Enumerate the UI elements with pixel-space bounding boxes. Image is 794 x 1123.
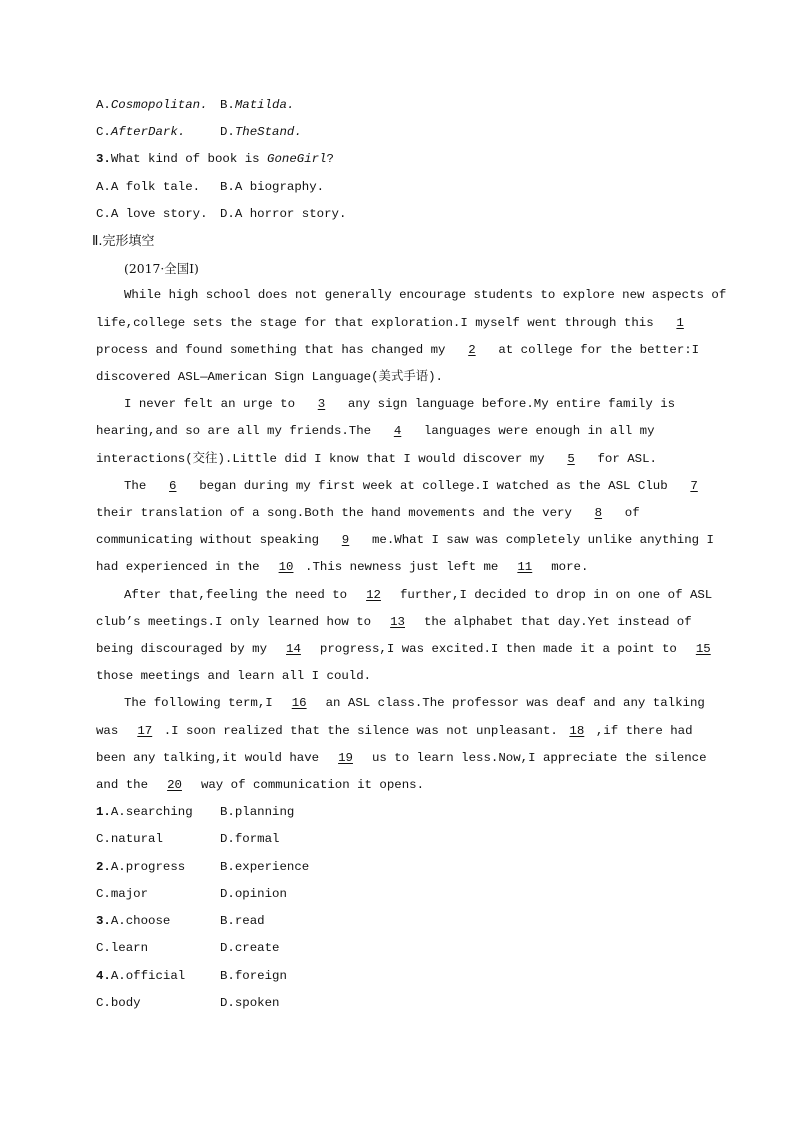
passage-line: While high school does not generally encourage students to explore new aspects of [124,288,727,303]
passage-line: interactions(交往).Little did I know that I would discover my 5 for ASL. [96,446,696,473]
option-c: C.A love story. [96,206,208,221]
option-b: B.Matilda. [220,98,295,112]
blank-6: 6 [169,478,177,493]
blank-4: 4 [393,424,402,439]
blank-20: 20 [167,778,182,793]
options-1-row-2: C.natural D.formal [96,832,280,847]
section-source: (2017·全国Ⅰ) [124,261,199,277]
passage-line: life,college sets the stage for that exploration.I myself went through this 1 [96,310,696,337]
q3-options-row-2 [96,201,696,228]
option-a: A.A folk tale. [96,179,201,194]
blank-5: 5 [567,451,575,466]
q2-options-row-1 [96,92,696,119]
blank-13: 13 [390,614,405,629]
passage-line: communicating without speaking 9 me.What I saw was completely unlike anything I [96,527,696,554]
blank-2: 2 [468,342,476,357]
blank-9: 9 [341,533,350,548]
blank-19: 19 [338,750,353,765]
option-b: B.A biography. [220,179,325,194]
q2-options-row-2 [96,119,696,146]
passage-line: hearing,and so are all my friends.The 4 languages were enough in all my [96,418,696,445]
section-title: Ⅱ.完形填空 [92,234,155,250]
blank-17: 17 [137,723,153,738]
passage-line: those meetings and learn all I could. [96,669,372,684]
blank-12: 12 [366,587,381,602]
options-4-row-1: 4.A.official B.foreign [96,968,287,983]
passage-line: been any talking,it would have 19 us to learn less.Now,I appreciate the silence [96,745,696,772]
blank-10: 10 [278,560,294,575]
passage-line: was 17 .I soon realized that the silence was not unpleasant. 18 ,if there had [96,718,696,745]
blank-15: 15 [695,642,711,657]
blank-14: 14 [286,642,301,657]
passage-line: The 6 began during my first week at college.I watched as the ASL Club 7 [96,473,696,500]
passage-line: discovered ASL—American Sign Language(美式手语). [96,370,443,385]
options-1-row-1: 1.A.searching B.planning [96,805,295,820]
passage-line: process and found something that has changed my 2 at college for the better:I [96,337,696,364]
blank-11: 11 [517,560,533,575]
option-d: D.TheStand. [220,125,302,140]
blank-16: 16 [291,696,307,711]
options-4-row-2: C.body D.spoken [96,995,280,1010]
blank-7: 7 [690,478,698,493]
passage-line: and the 20 way of communication it opens. [96,772,696,799]
options-2-row-2: C.major D.opinion [96,886,287,901]
q3-options-row-1 [96,174,696,201]
question-3: 3.What kind of book is GoneGirl? [96,152,334,167]
blank-1: 1 [676,315,684,330]
passage-line: After that,feeling the need to 12 further,I decided to drop in on one of ASL [96,582,696,609]
passage-line: The following term,I 16 an ASL class.The professor was deaf and any talking [96,690,696,717]
blank-3: 3 [317,397,326,412]
blank-8: 8 [594,506,603,521]
options-2-row-1: 2.A.progress B.experience [96,859,310,874]
passage-line: their translation of a song.Both the hand movements and the very 8 of [96,500,696,527]
option-c: C.AfterDark. [96,125,186,140]
option-d: D.A horror story. [220,206,347,221]
passage-line: club’s meetings.I only learned how to 13 the alphabet that day.Yet instead of [96,609,696,636]
document-page [92,92,727,1017]
options-3-row-2: C.learn D.create [96,941,280,956]
passage-line: I never felt an urge to 3 any sign language before.My entire family is [96,391,696,418]
option-a: A.Cosmopolitan. [96,98,208,112]
blank-18: 18 [569,723,585,738]
passage-line: had experienced in the 10 .This newness just left me 11 more. [96,554,696,581]
options-3-row-1: 3.A.choose B.read [96,914,265,929]
passage-line: being discouraged by my 14 progress,I was excited.I then made it a point to 15 [96,636,696,663]
